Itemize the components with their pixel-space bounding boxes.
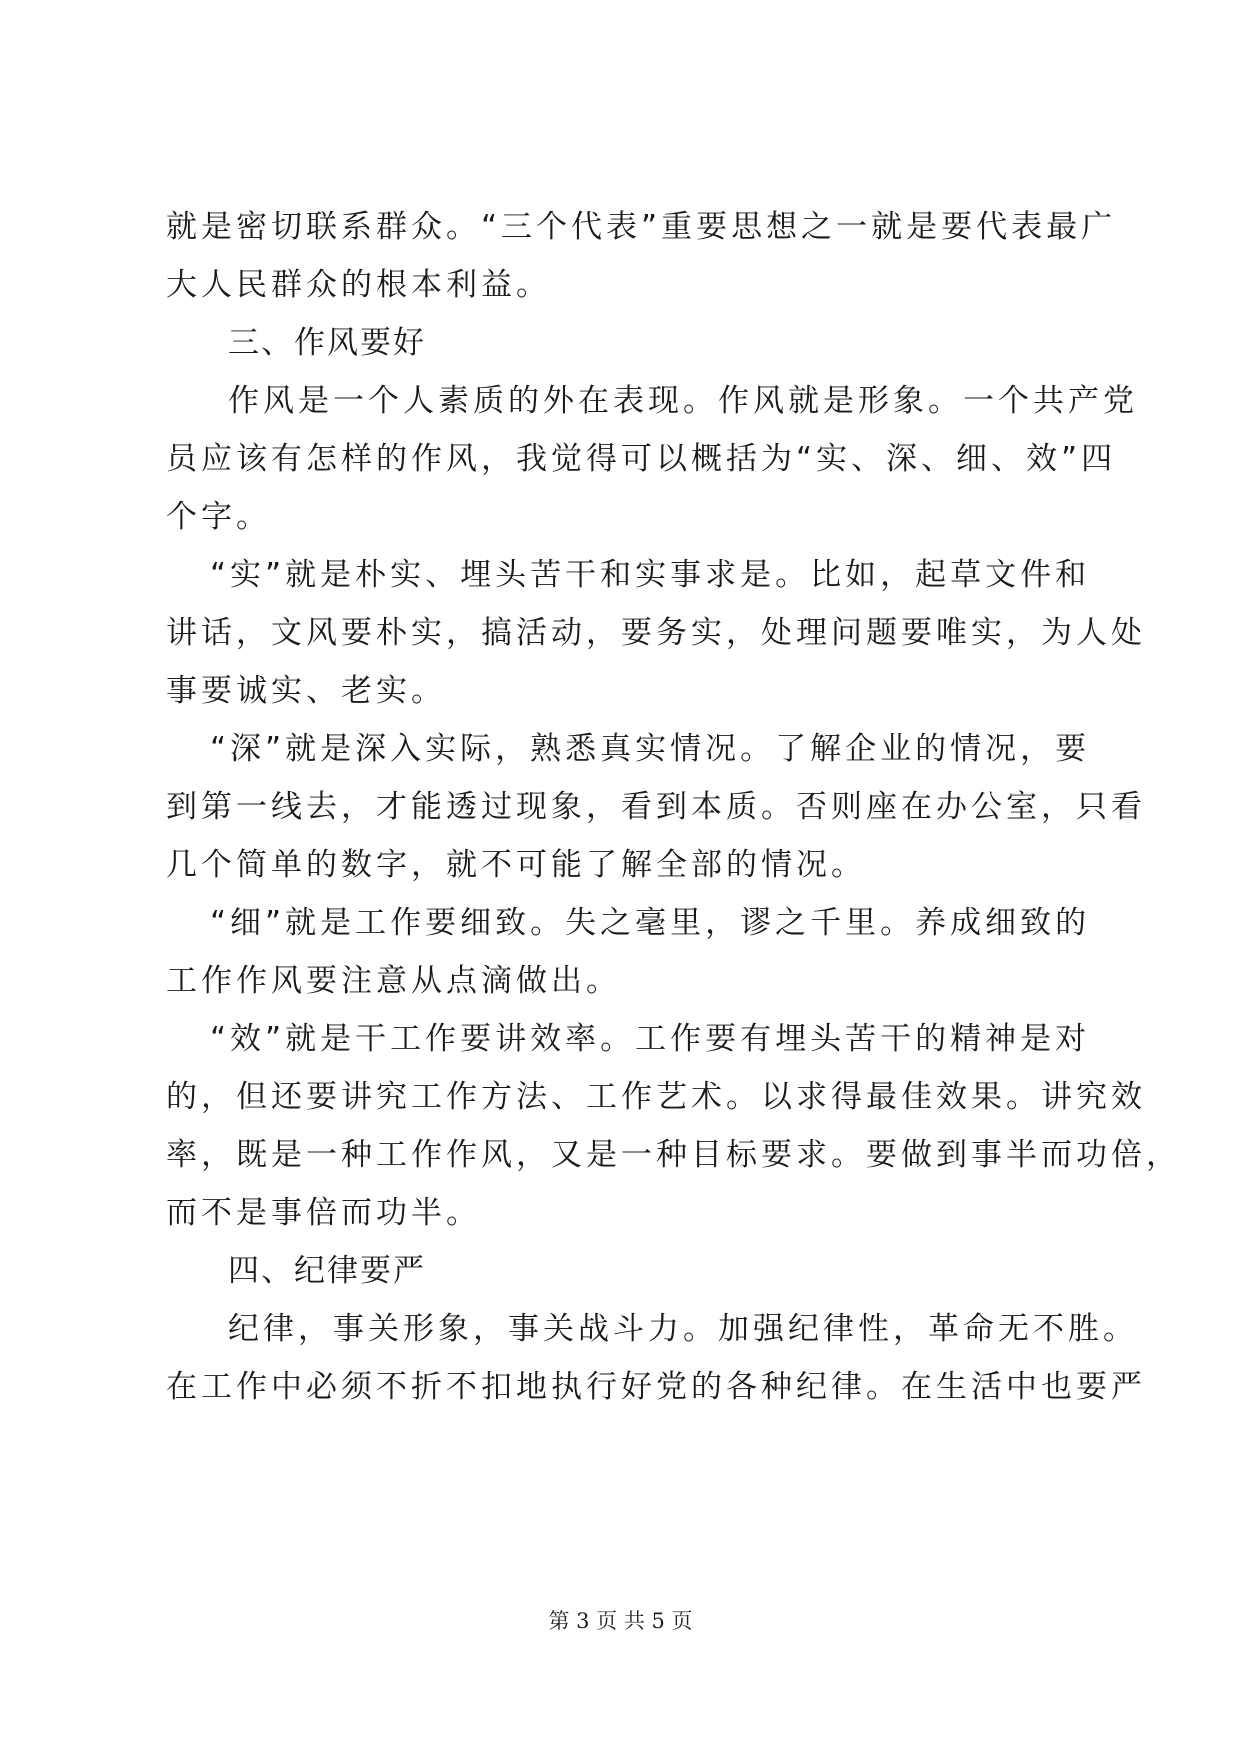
text-line: 个字。 xyxy=(166,499,271,535)
text-line: “效”就是干工作要讲效率。工作要有埋头苦干的精神是对 xyxy=(210,1021,1091,1057)
text-line: 到第一线去，才能透过现象，看到本质。否则座在办公室，只看 xyxy=(166,789,1146,825)
text-line: 就是密切联系群众。“三个代表”重要思想之一就是要代表最广 xyxy=(166,209,1117,245)
text-line: 的，但还要讲究工作方法、工作艺术。以求得最佳效果。讲究效 xyxy=(166,1079,1146,1115)
text-line: “实”就是朴实、埋头苦干和实事求是。比如，起草文件和 xyxy=(210,557,1091,593)
section-heading: 四、纪律要严 xyxy=(228,1253,426,1289)
text-line: 纪律，事关形象，事关战斗力。加强纪律性，革命无不胜。 xyxy=(228,1311,1138,1347)
text-line: 在工作中必须不折不扣地执行好党的各种纪律。在生活中也要严 xyxy=(166,1369,1146,1405)
text-line: “深”就是深入实际，熟悉真实情况。了解企业的情况，要 xyxy=(210,731,1091,767)
text-line: 率，既是一种工作作风，又是一种目标要求。要做到事半而功倍， xyxy=(166,1137,1181,1173)
text-line: 讲话，文风要朴实，搞活动，要务实，处理问题要唯实，为人处 xyxy=(166,615,1146,651)
text-line: 员应该有怎样的作风，我觉得可以概括为“实、深、细、效”四 xyxy=(166,441,1117,477)
text-line: 工作作风要注意从点滴做出。 xyxy=(166,963,621,999)
text-line: 事要诚实、老实。 xyxy=(166,673,446,709)
section-heading: 三、作风要好 xyxy=(228,325,426,361)
text-line: “细”就是工作要细致。失之毫里，谬之千里。养成细致的 xyxy=(210,905,1091,941)
text-line: 几个简单的数字，就不可能了解全部的情况。 xyxy=(166,847,866,883)
text-line: 而不是事倍而功半。 xyxy=(166,1195,481,1231)
text-line: 大人民群众的根本利益。 xyxy=(166,267,551,303)
page-number-footer: 第 3 页 共 5 页 xyxy=(548,1609,693,1633)
text-line: 作风是一个人素质的外在表现。作风就是形象。一个共产党 xyxy=(228,383,1138,419)
